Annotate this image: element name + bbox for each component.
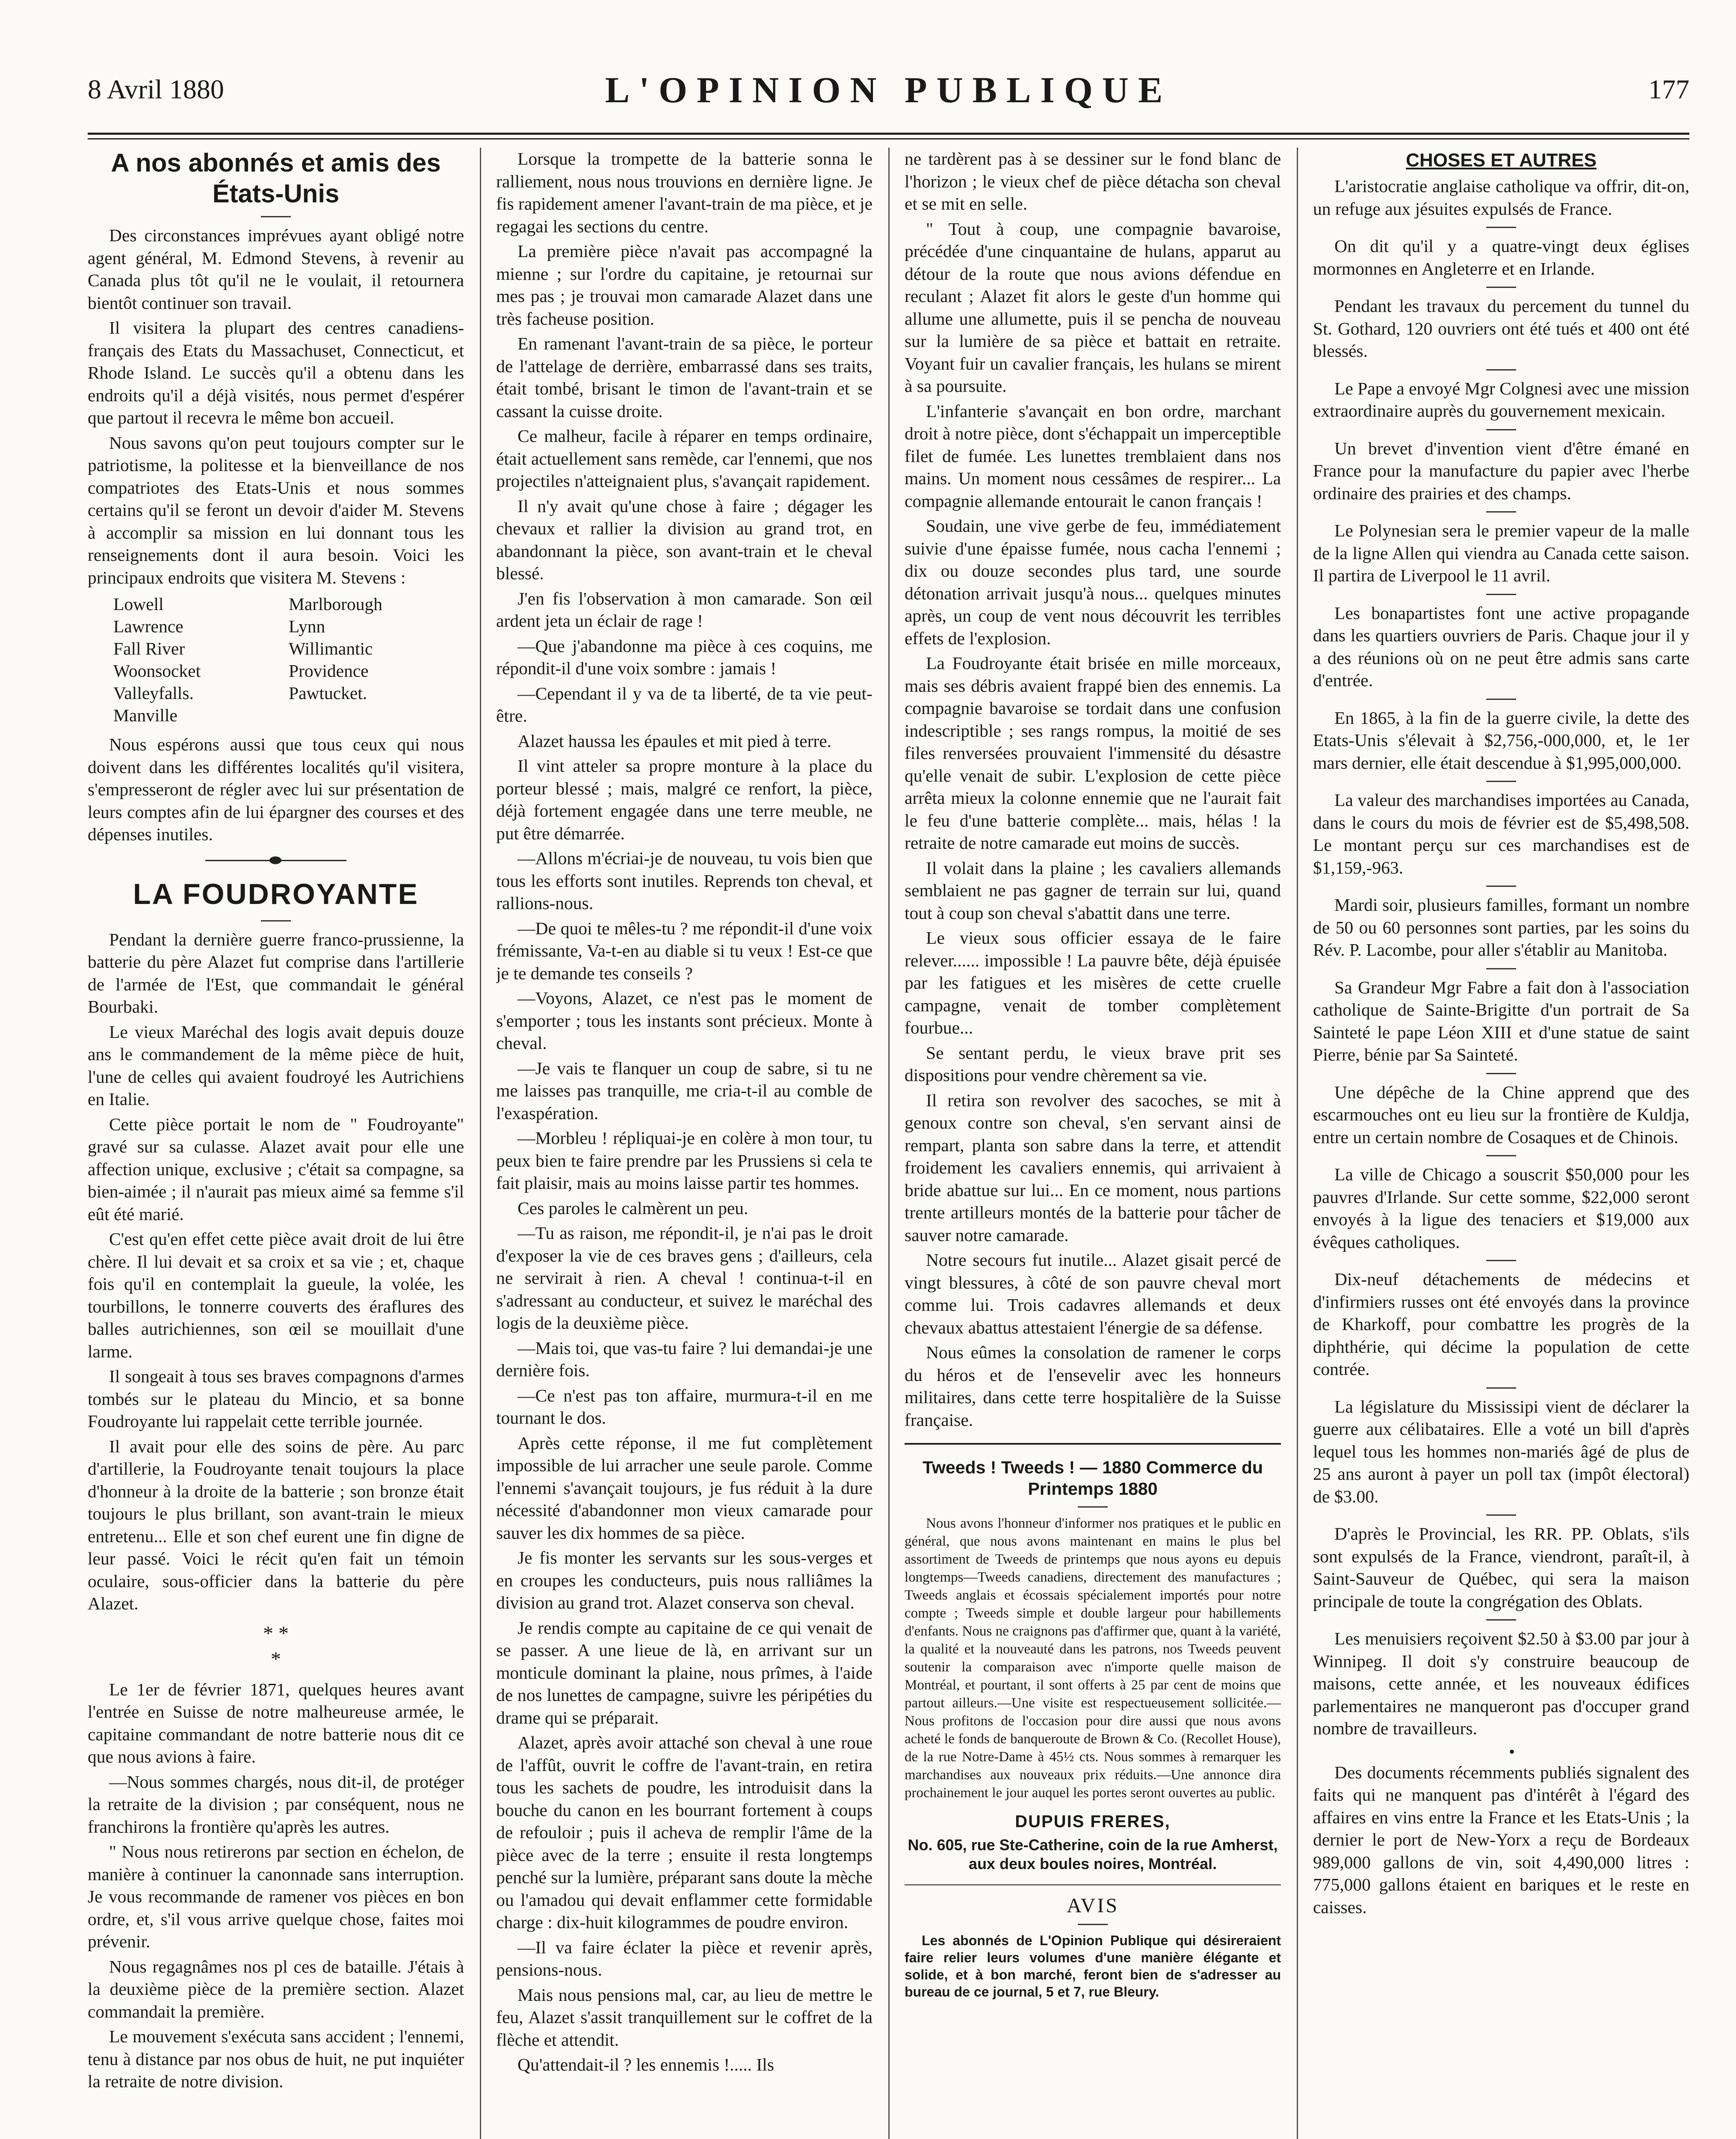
- article-title-line: A nos abonnés et amis des: [111, 148, 441, 177]
- paragraph: Ces paroles le calmèrent un peu.: [518, 1198, 748, 1218]
- paragraph: Le mouvement s'exécuta sans accident ; l'ennemi, tenu à distance par nos obus de huit, ne put inquiéter la retraite de notre division.: [88, 2026, 464, 2091]
- paragraph: Je rendis compte au capitaine de ce qui venait de se passer. A une lieue de là, en arrivant sur un monticule dominant la plaine, nous prîmes, à l'aide de nos lunettes de campagne, suivre les péripéties du drame qui se préparait.: [496, 1618, 872, 1727]
- news-item: Pendant les travaux du percement du tunnel du St. Gothard, 120 ouvriers ont été tués et 400 ont été blessés.: [1313, 296, 1689, 361]
- town-item: Valleyfalls.: [113, 683, 194, 703]
- paragraph: —De quoi te mêles-tu ? me répondit-il d'une voix frémissante, Va-t-en au diable si tu veux ! Est-ce que je te demande tes conseils ?: [496, 918, 872, 983]
- article-title-line: États-Unis: [212, 179, 340, 208]
- short-divider: [1486, 1073, 1516, 1074]
- news-item: Un brevet d'invention vient d'être émané en France pour la manufacture du papier avec l'herbe ordinaire des prairies et des champs.: [1313, 438, 1689, 503]
- paragraph: Se sentant perdu, le vieux brave prit ses dispositions pour vendre chèrement sa vie.: [905, 1043, 1281, 1085]
- column-2: [496, 148, 872, 2139]
- notice-text: Les abonnés de L'Opinion Publique qui désireraient faire relier leurs volumes d'une manière élégante et solide, et à bon marché, feront bien de s'adresser au bureau de ce journal, 5 et 7, rue Bleury.: [905, 1933, 1281, 2000]
- paragraph: Il retira son revolver des sacoches, se mit à genoux contre son cheval, s'en servant ainsi de rempart, planta son sabre dans la terre, et attendit froidement les cavaliers ennemis, qui arrivaient à bride abattue sur lui... En ce moment, nous partions trente artilleurs montés de la batterie pour tâcher de sauver notre camarade.: [905, 1090, 1281, 1245]
- paragraph: La Foudroyante était brisée en mille morceaux, mais ses débris avaient frappé bien des ennemis. La compagnie bavaroise se tordait dans une confusion indescriptible ; ses rangs rompus, la moitié de ses files renversées prouvaient l'immensité du désastre qu'elle venait de subir. L'explosion de cette pièce arrêta mieux la colonne ennemie que ne l'aurait fait le feu d'une batterie complète... mais, hélas ! la retraite de notre camarade eut moins de succès.: [905, 653, 1281, 853]
- paragraph: Nous espérons aussi que tous ceux qui nous doivent dans les différentes localités qu'il visitera, s'empresseront de régler avec lui sur présentation de leurs comptes afin de lui épargner des courses et des dépenses inutiles.: [88, 735, 464, 844]
- ornamental-divider: [205, 858, 346, 863]
- paragraph: " Nous nous retirerons par section en échelon, de manière à continuer la canonnade sans interruption. Je vous recommande de ramener vos pièces en bon ordre, et, s'il vous arrive quelque chose, faites moi prévenir.: [88, 1842, 464, 1951]
- paragraph: Nous savons qu'on peut toujours compter sur le patriotisme, la politesse et la bienveillance de nos compatriotes des Etats-Unis et nous sommes certains qu'il se feront un devoir d'aider M. Stevens à accomplir sa mission en lui donnant tous les renseignements dont il aura besoin. Voici les principaux endroits que visitera M. Stevens :: [88, 433, 464, 587]
- newspaper-title: L'OPINION PUBLIQUE: [605, 69, 1172, 110]
- short-divider: [261, 216, 291, 217]
- paragraph: —Voyons, Alazet, ce n'est pas le moment de s'emporter ; tous les instants sont précieux. Monte à cheval.: [496, 988, 872, 1053]
- header-rule-thin: [88, 138, 1689, 139]
- paragraph: Il n'y avait qu'une chose à faire ; dégager les chevaux et rallier la division au grand trot, en abandonnant la pièce, son avant-train et le cheval blessé.: [496, 496, 872, 583]
- article-title-foudroyante: LA FOUDROYANTE: [133, 877, 419, 910]
- advertiser-name: DUPUIS FRERES,: [1015, 1812, 1171, 1831]
- short-divider: [1486, 1514, 1516, 1516]
- column-divider: [888, 148, 890, 2139]
- news-item: Mardi soir, plusieurs familles, formant un nombre de 50 ou 60 personnes sont parties, par les soins du Rév. P. Lacombe, pour aller s'établir au Manitoba.: [1313, 895, 1689, 960]
- town-item: Marlborough: [289, 594, 382, 614]
- news-item: Les menuisiers reçoivent $2.50 à $3.00 par jour à Winnipeg. Il doit s'y construire beaucoup de maisons, cette année, et les nouveaux édifices parlementaires ne manqueront pas d'occuper grand nombre de travailleurs.: [1313, 1629, 1689, 1738]
- column-divider: [1297, 148, 1298, 2139]
- asterism: * * *: [263, 1622, 289, 1671]
- news-item: D'après le Provincial, les RR. PP. Oblats, s'ils sont expulsés de la France, viendront, paraît-il, à Saint-Sauveur de Québec, qui sera la maison principale de toute la congrégation des Oblats.: [1313, 1524, 1689, 1611]
- news-item: La valeur des marchandises importées au Canada, dans le cours du mois de février est de $5,498,508. Le montant perçu sur ces marchandises est de $1,159,-963.: [1313, 790, 1689, 877]
- town-item: Manville: [113, 705, 177, 725]
- news-item: Le Pape a envoyé Mgr Colgnesi avec une mission extraordinaire auprès du gouvernement mexicain.: [1313, 378, 1689, 421]
- town-item: [289, 704, 464, 726]
- section-rule: [905, 1443, 1281, 1445]
- short-divider: [1486, 429, 1516, 430]
- town-item: Lynn: [289, 616, 325, 636]
- column-1: [88, 148, 464, 2139]
- town-item: Fall River: [113, 639, 185, 658]
- paragraph: L'infanterie s'avançait en bon ordre, marchant droit à notre pièce, dont s'échappait un imperceptible filet de fumée. Les lunettes tremblaient dans nos mains. Un moment nous cessâmes de respirer... La compagnie allemande entourait le canon français !: [905, 401, 1281, 511]
- short-divider: [1486, 699, 1516, 700]
- paragraph: —Nous sommes chargés, nous dit-il, de protéger la retraite de la division ; par conséquent, nous ne franchirons la frontière qu'après les autres.: [88, 1772, 464, 1837]
- issue-date: 8 Avril 1880: [88, 74, 224, 104]
- advert-text: Nous avons l'honneur d'informer nos pratiques et le public en général, que nous avons maintenant en mains le plus bel assortiment de Tweeds de printemps que nous ayons eu depuis longtemps—Tweeds canadiens, directement des manufactures ; Tweeds anglais et écossais spécialement importés pour notre compte ; Tweeds simple et double largeur pour habillements d'enfants. Nous ne craignons pas d'affirmer que, quant à la variété, la qualité et la nouveauté dans les patrons, nos Tweeds peuvent soutenir la comparaison avec n'importe quelle maison de Montréal, et pourtant, il sont offerts à 25 par cent de moins que partout ailleurs.—Une visite est respectueusement sollicitée.—Nous profitons de l'occasion pour dire aussi que nous avons acheté le fonds de banqueroute de Brown & Co. (Recollet House), de la rue Notre-Dame à 45½ cts. Nous sommes à remarquer les marchandises aux nouveaux prix réduits.—Une annonce dira prochainement le jour auquel les portes seront ouvertes au public.: [905, 1516, 1281, 1801]
- paragraph: Il vint atteler sa propre monture à la place du porteur blessé ; mais, malgré ce renfort, la pièce, déjà fortement engagée dans une terre meuble, ne put être démarrée.: [496, 756, 872, 843]
- header-rule: [88, 133, 1689, 135]
- short-divider: [1486, 886, 1516, 887]
- paragraph: Lorsque la trompette de la batterie sonna le ralliement, nous nous trouvions en dernière ligne. Je fis rapidement amener l'avant-train de ma pièce, et je regagai les sections du centre.: [496, 149, 872, 236]
- news-item: Sa Grandeur Mgr Fabre a fait don à l'association catholique de Sainte-Brigitte d'un portrait de Sa Sainteté le pape Léon XIII et d'une statue de saint Pierre, bénie par Sa Sainteté.: [1313, 977, 1689, 1064]
- short-divider: [1486, 1155, 1516, 1156]
- paragraph: —Je vais te flanquer un coup de sabre, si tu ne me laisses pas tranquille, me cria-t-il au comble de l'exaspération.: [496, 1058, 872, 1123]
- short-divider: [1486, 1260, 1516, 1261]
- paragraph: ne tardèrent pas à se dessiner sur le fond blanc de l'horizon ; le vieux chef de pièce détacha son cheval et se mit en selle.: [905, 149, 1281, 213]
- paragraph: En ramenant l'avant-train de sa pièce, le porteur de l'attelage de derrière, embarrassé dans ses traits, était tombé, brisant le timon de l'avant-train et se cassant la cuisse droite.: [496, 334, 872, 421]
- town-item: Providence: [289, 661, 369, 681]
- news-item: Des documents récemments publiés signalent des faits qui ne manquent pas d'intérêt à l'égard des affaires en vins entre la France et les Etats-Unis ; la dernier le port de New-Yorx a reçu de Bordeaux 989,000 gallons de vin, soit 4,490,000 litres : 775,000 gallons étaient en bariques et le reste en caisses.: [1313, 1762, 1689, 1917]
- town-item: Pawtucket.: [289, 683, 367, 703]
- paragraph: J'en fis l'observation à mon camarade. Son œil ardent jeta un éclair de rage !: [496, 588, 872, 631]
- paragraph: Le 1er de février 1871, quelques heures avant l'entrée en Suisse de notre malheureuse armée, le capitaine commandant de notre batterie nous dit ce que nous avions à faire.: [88, 1679, 464, 1766]
- paragraph: Notre secours fut inutile... Alazet gisait percé de vingt blessures, à côté de son pauvre cheval mort comme lui. Trois cadavres allemands et deux chevaux abattus attestaient l'énergie de sa défense.: [905, 1250, 1281, 1337]
- paragraph: La première pièce n'avait pas accompagné la mienne ; sur l'ordre du capitaine, je retournai sur mes pas ; je trouvai mon camarade Alazet dans une très facheuse position.: [496, 241, 872, 329]
- paragraph: Cette pièce portait le nom de " Foudroyante" gravé sur sa culasse. Alazet avait pour elle une affection unique, exclusive ; c'était sa compagne, sa bien-aimée ; il n'aurait pas mieux aimé sa femme s'il eût été marié.: [88, 1114, 464, 1224]
- news-item: La ville de Chicago a souscrit $50,000 pour les pauvres d'Irlande. Sur cette somme, $22,000 seront envoyés à la ligue des tenaciers et $19,000 aux évêques catholiques.: [1313, 1164, 1689, 1252]
- short-divider: [1486, 781, 1516, 782]
- short-divider: [1078, 1924, 1108, 1925]
- news-item: Les bonapartistes font une active propagande dans les quartiers ouvriers de Paris. Chaque jour il y a des réunions où on ne peut être admis sans carte d'entrée.: [1313, 603, 1689, 690]
- paragraph: Nous regagnâmes nos pl ces de bataille. J'étais à la deuxième pièce de la première section. Alazet commandait la première.: [88, 1956, 464, 2021]
- town-item: Willimantic: [289, 639, 373, 658]
- short-divider: [1486, 1387, 1516, 1389]
- paragraph: Le vieux Maréchal des logis avait depuis douze ans le commandement de la même pièce de huit, l'une de celles qui avaient foudroyé les Autrichiens en Italie.: [88, 1022, 464, 1109]
- short-divider: [1486, 227, 1516, 228]
- paragraph: Alazet haussa les épaules et mit pied à terre.: [518, 731, 832, 751]
- news-item: L'aristocratie anglaise catholique va offrir, dit-on, un refuge aux jésuites expulsés de France.: [1313, 176, 1689, 219]
- column-3: [905, 148, 1281, 2139]
- advertiser-address: No. 605, rue Ste-Catherine, coin de la rue Amherst, aux deux boules noires, Montréal.: [908, 1836, 1278, 1872]
- paragraph: Qu'attendait-il ? les ennemis !..... Ils: [518, 2055, 774, 2074]
- paragraph: —Mais toi, que vas-tu faire ? lui demandai-je une dernière fois.: [496, 1338, 872, 1380]
- short-divider: [1486, 1619, 1516, 1621]
- paragraph: —Il va faire éclater la pièce et revenir après, pensions-nous.: [496, 1937, 872, 1979]
- news-item: En 1865, à la fin de la guerre civile, la dette des Etats-Unis s'élevait à $2,756,-000,000, et, le 1er mars dernier, elle était descendue à $1,995,000,000.: [1313, 708, 1689, 773]
- town-item: Lowell: [113, 594, 164, 614]
- paragraph: Soudain, une vive gerbe de feu, immédiatement suivie d'une épaisse fumée, nous cacha l'ennemi ; dix ou douze secondes plus tard, une sourde détonation arrivait jusqu'à nous... quelques minutes après, un coup de vent nous découvrit les terribles effets de l'explosion.: [905, 516, 1281, 648]
- paragraph: C'est qu'en effet cette pièce avait droit de lui être chère. Il lui devait et sa croix et sa vie ; et, chaque fois qu'il en contemplait la gueule, la volée, les tourbillons, le tonnerre couverts des éraflures des balles autrichiennes, son œil se mouillait d'une larme.: [88, 1229, 464, 1361]
- paragraph: " Tout à coup, une compagnie bavaroise, précédée d'une cinquantaine de hulans, apparut au détour de la route que nous avions défendue en reculant ; Alazet fit alors le geste d'un homme qui allume une allumette, puis il se pencha de nouveau sur la lumière de sa pièce et battait en retraite. Voyant fuir un cavalier français, les hulans se mirent à sa poursuite.: [905, 219, 1281, 396]
- paragraph: Après cette réponse, il me fut complètement impossible de lui arracher une seule parole. Comme l'ennemi s'avançait toujours, je fus réduit à la dure nécessité d'abandonner mon vieux camarade pour sauver les dix hommes de sa pièce.: [496, 1433, 872, 1543]
- news-item: Une dépêche de la Chine apprend que des escarmouches ont eu lieu sur la frontière de Kuldja, entre un certain nombre de Cosaques et de Chinois.: [1313, 1082, 1689, 1147]
- masthead: [88, 68, 1689, 116]
- news-item: On dit qu'il y a quatre-vingt deux églises mormonnes en Angleterre et en Irlande.: [1313, 236, 1689, 278]
- column-divider: [480, 148, 481, 2139]
- newspaper-page: [88, 68, 1689, 2139]
- short-divider: [1486, 287, 1516, 288]
- paragraph: —Ce n'est pas ton affaire, murmura-t-il en me tournant le dos.: [496, 1385, 872, 1428]
- paragraph: Nous eûmes la consolation de ramener le corps du héros et de l'ensevelir avec les honneurs militaires, dans cette terre hospitalière de la Suisse française.: [905, 1342, 1281, 1430]
- paragraph: Des circonstances imprévues ayant obligé notre agent général, M. Edmond Stevens, à revenir au Canada plus tôt qu'il ne le voulait, il retournera bientôt continuer son travail.: [88, 225, 464, 313]
- news-item: Le Polynesian sera le premier vapeur de la malle de la ligne Allen qui viendra au Canada cette saison. Il partira de Liverpool le 11 avril.: [1313, 521, 1689, 585]
- news-item: Dix-neuf détachements de médecins et d'infirmiers russes ont été envoyés dans la province de Kharkoff, pour combattre les progrès de la diphthérie, qui décime la population de cette contrée.: [1313, 1269, 1689, 1379]
- section-rule: [905, 1884, 1281, 1885]
- paragraph: —Morbleu ! répliquai-je en colère à mon tour, tu peux bien te faire prendre par les Prussiens si cela te fait plaisir, mais au moins laisse partir tes hommes.: [496, 1128, 872, 1193]
- paragraph: Je fis monter les servants sur les sous-verges et en croupes les conducteurs, puis nous ralliâmes la division au grand trot. Alazet conserva son cheval.: [496, 1548, 872, 1612]
- paragraph: —Cependant il y va de ta liberté, de ta vie peut-être.: [496, 683, 872, 726]
- paragraph: Alazet, après avoir attaché son cheval à une roue de l'affût, ouvrit le coffre de l'avant-train, en retira tous les sachets de poudre, les introduisit dans la bouche du canon en les bourrant fortement à coups de refouloir ; puis il acheva de remplir l'âme de la pièce avec de la terre ; ensuite il resta longtemps penché sur la lumière, préparant sans doute la mèche ou l'amadou qui devait enflammer cette formidable charge : dix-huit kilogrammes de poudre environ.: [496, 1733, 872, 1932]
- town-list: [113, 593, 464, 726]
- page-number: 177: [1648, 74, 1689, 104]
- news-item: La législature du Mississipi vient de déclarer la guerre aux célibataires. Elle a voté un bill d'après lequel tous les hommes non-mariés âgé de plus de 25 ans auront à payer un poll tax (impôt électoral) de $3.00.: [1313, 1396, 1689, 1506]
- short-divider: [1078, 1506, 1108, 1508]
- short-divider: [261, 920, 291, 921]
- paragraph: —Tu as raison, me répondit-il, je n'ai pas le droit d'exposer la vie de ces braves gens ; d'ailleurs, cela ne servirait à rien. A cheval ! continua-t-il en s'adressant au conducteur, et suivez le maréchal des logis de la deuxième pièce.: [496, 1223, 872, 1333]
- short-divider: [1486, 968, 1516, 969]
- town-item: Woonsocket: [113, 661, 201, 681]
- bullet-mark: •: [1508, 1742, 1515, 1761]
- paragraph: Il volait dans la plaine ; les cavaliers allemands semblaient ne pas gagner de terrain sur lui, quand tout à coup son cheval s'abattit dans une terre.: [905, 858, 1281, 923]
- paragraph: Il avait pour elle des soins de père. Au parc d'artillerie, la Foudroyante tenait toujours la place d'honneur à la droite de la batterie ; son bronze était toujours le plus brillant, son avant-train le mieux entretenu... Elle et son chef eurent une fin digne de leur passé. Voici le récit qu'en fait un témoin oculaire, sous-officier dans la batterie du père Alazet.: [88, 1436, 464, 1613]
- paragraph: Ce malheur, facile à réparer en temps ordinaire, était actuellement sans remède, car l'ennemi, que nos projectiles n'atteignaient plus, s'avançait rapidement.: [496, 426, 872, 491]
- paragraph: Le vieux sous officier essaya de le faire relever...... impossible ! La pauvre bête, déjà épuisée par les fatigues et les misères de cette cruelle campagne, venait de tomber complètement fourbue...: [905, 928, 1281, 1037]
- short-divider: [1486, 594, 1516, 595]
- short-divider: [1486, 511, 1516, 513]
- paragraph: Il songeait à tous ses braves compagnons d'armes tombés sur le plateau du Mincio, et sa bonne Foudroyante lui rappelait cette terrible journée.: [88, 1366, 464, 1431]
- paragraph: Mais nous pensions mal, car, au lieu de mettre le feu, Alazet s'assit tranquillement sur le coffret de la flèche et attendit.: [496, 1985, 872, 2050]
- column-4: [1313, 148, 1689, 2139]
- paragraph: —Que j'abandonne ma pièce à ces coquins, me répondit-il d'une voix sombre : jamais !: [496, 636, 872, 678]
- section-title-choses: CHOSES ET AUTRES: [1406, 150, 1597, 171]
- short-divider: [1486, 369, 1516, 370]
- paragraph: Pendant la dernière guerre franco-prussienne, la batterie du père Alazet fut comprise dans l'artillerie de l'armée de l'Est, que commandait le général Bourbaki.: [88, 929, 464, 1016]
- notice-title: AVIS: [1067, 1894, 1119, 1917]
- paragraph: —Allons m'écriai-je de nouveau, tu vois bien que tous les efforts sont inutiles. Reprends ton cheval, et rallions-nous.: [496, 848, 872, 913]
- town-item: Lawrence: [113, 616, 183, 636]
- paragraph: Il visitera la plupart des centres canadiens-français des Etats du Massachuset, Connecticut, et Rhode Island. Le succès qu'il a obtenu dans les endroits qu'il a déjà visités, nous permet d'espérer que partout il recevra le même bon accueil.: [88, 318, 464, 427]
- advert-title-tweeds: Tweeds ! Tweeds ! — 1880 Commerce du Printemps 1880: [923, 1458, 1263, 1499]
- article-title-abonnes: [88, 148, 464, 209]
